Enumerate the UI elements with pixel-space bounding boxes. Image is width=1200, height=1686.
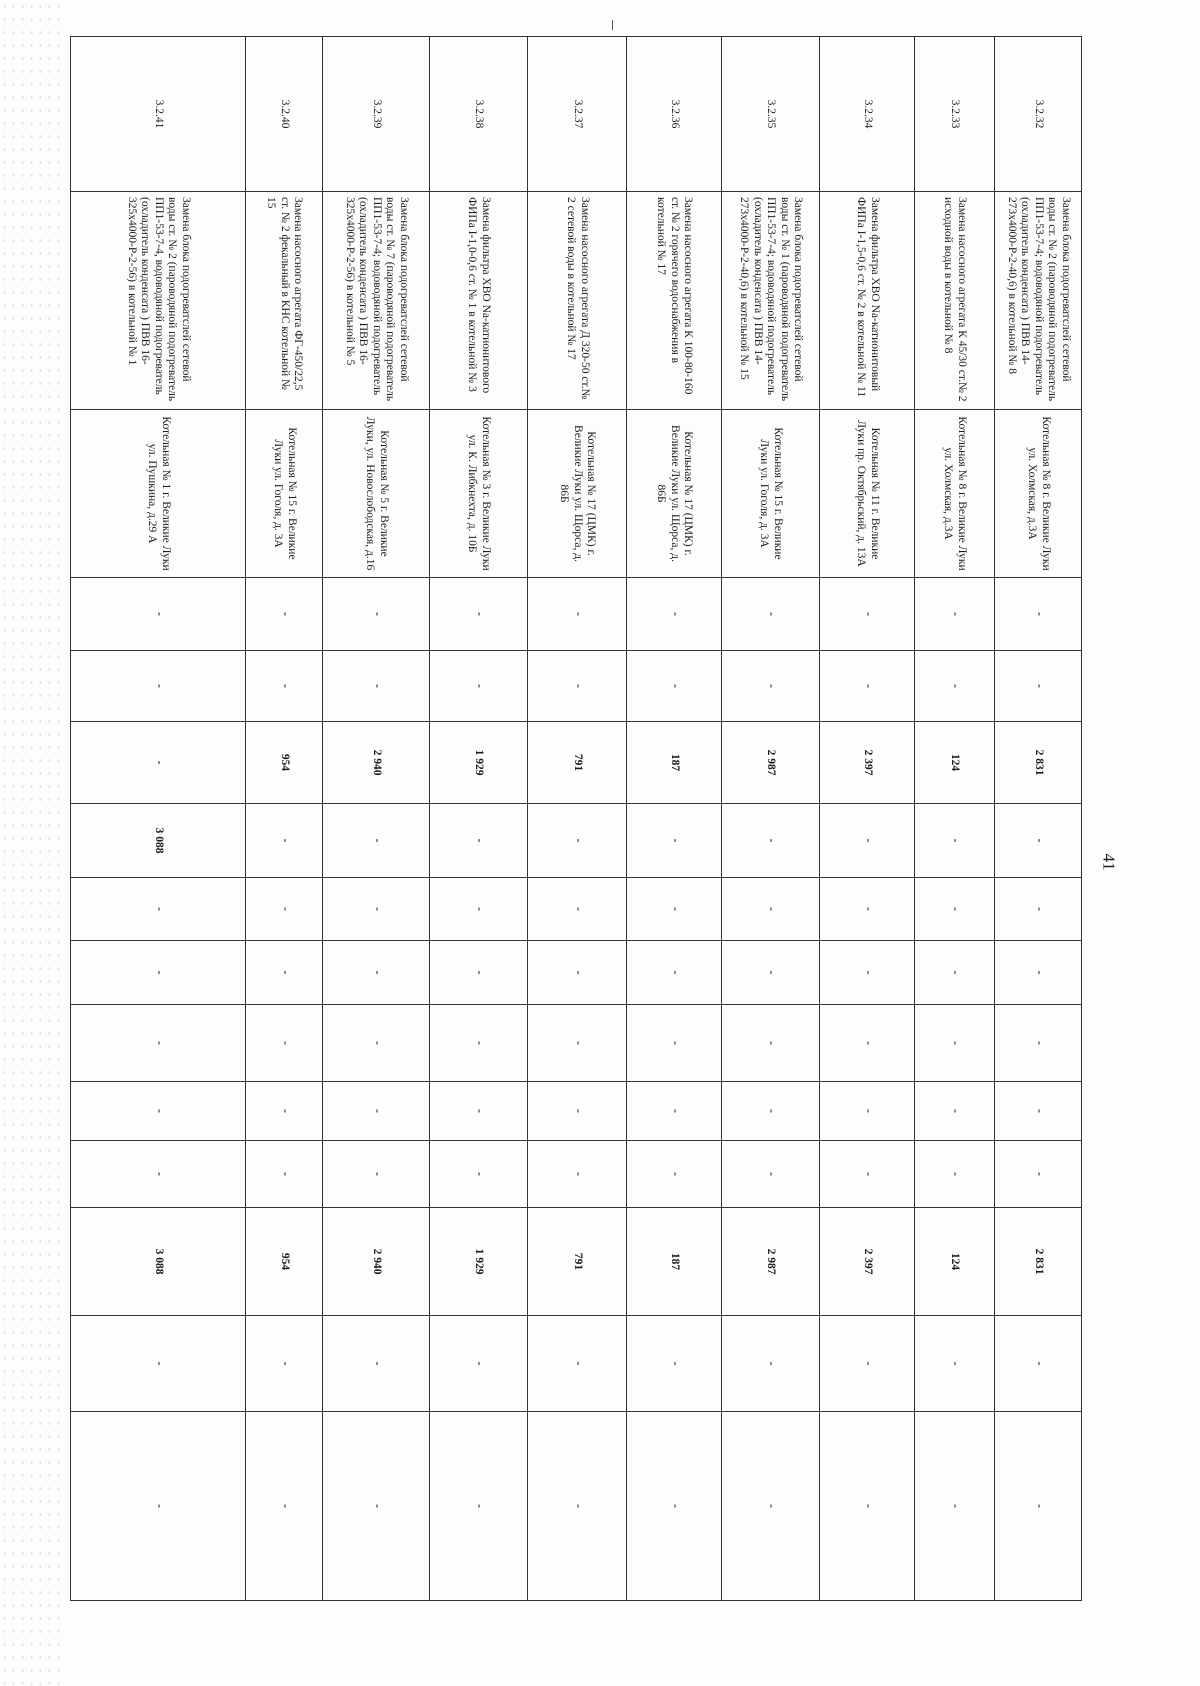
value-cell: - xyxy=(430,1412,528,1601)
value-cell: - xyxy=(246,878,323,941)
table-row xyxy=(430,37,528,1601)
value-cell: - xyxy=(722,651,820,722)
value-cell: 1 929 xyxy=(430,1208,528,1316)
value-cell: - xyxy=(71,722,246,804)
row-number: 3.2.39 xyxy=(323,37,430,192)
facility-address: Котельная № 15 г. Великие Луки ул. Гоголя, д. 3А xyxy=(246,410,323,578)
row-number: 3.2.37 xyxy=(528,37,627,192)
value-cell: - xyxy=(430,651,528,722)
measure-description: Замена блока подогреватслей сетевой воды ст. № 2 (пароводяной подогреватель ПП1-53-7-4, водоводяной подогреватель (охладитель конденсата ) ПВВ 16-325х4000-Р-2-56) в котельной № 1 xyxy=(71,192,246,410)
value-cell: - xyxy=(528,878,627,941)
value-cell: - xyxy=(246,1316,323,1412)
value-cell: - xyxy=(323,578,430,651)
value-cell: - xyxy=(722,1141,820,1208)
value-cell: 954 xyxy=(246,722,323,804)
value-cell: - xyxy=(323,1005,430,1082)
value-cell: - xyxy=(995,804,1082,878)
table-row xyxy=(820,37,915,1601)
facility-address: Котельная № 11 г. Великие Луки пр. Октябрьский, д. 13А xyxy=(820,410,915,578)
measure-description: Замена насосного агрегата К 100-80-160 ст. № 2 горячего водоснабжения в котельной № 17 xyxy=(627,192,722,410)
value-cell: - xyxy=(430,804,528,878)
measure-description: Замена насосного агрегата Д 320-50 ст.№ 2 сетевой воды в котельной № 17 xyxy=(528,192,627,410)
value-cell: - xyxy=(820,1141,915,1208)
value-cell: - xyxy=(627,1141,722,1208)
table-row xyxy=(246,37,323,1601)
value-cell: - xyxy=(915,1412,995,1601)
value-cell: - xyxy=(430,1082,528,1141)
value-cell: - xyxy=(528,1316,627,1412)
value-cell: - xyxy=(430,1316,528,1412)
value-cell: 2 940 xyxy=(323,1208,430,1316)
value-cell: - xyxy=(820,941,915,1005)
value-cell: - xyxy=(246,578,323,651)
measure-description: Замена насосного агрегата ФГ-450/22,5 ст. № 2 фекальный в КНС котельной № 15 xyxy=(246,192,323,410)
value-cell: - xyxy=(246,804,323,878)
table-row xyxy=(528,37,627,1601)
table-row xyxy=(915,37,995,1601)
facility-address: Котельная № 8 г. Великие Луки ул. Холмская, д.3А xyxy=(915,410,995,578)
value-cell: 124 xyxy=(915,722,995,804)
value-cell: - xyxy=(915,1005,995,1082)
row-number: 3.2.36 xyxy=(627,37,722,192)
value-cell: - xyxy=(820,804,915,878)
value-cell: - xyxy=(528,941,627,1005)
row-number: 3.2.38 xyxy=(430,37,528,192)
value-cell: - xyxy=(627,1412,722,1601)
value-cell: - xyxy=(627,941,722,1005)
value-cell: - xyxy=(528,804,627,878)
value-cell: - xyxy=(323,1412,430,1601)
value-cell: - xyxy=(995,941,1082,1005)
measure-description: Замена блока подогреватслей сетевой воды ст. № 7 (пароводяной подогреватель ПП1-53-7-4; водоводяной подогреватель (охладитель конденсата ) ПВВ 16- 325х4000-Р-2-56) в котельной № 5 xyxy=(323,192,430,410)
value-cell: 2 397 xyxy=(820,722,915,804)
value-cell: - xyxy=(820,1082,915,1141)
measure-description: Замена фильтра ХВО Na-катионитовый ФИПа I-1,5-0,6 ст. № 2 в котельной № 11 xyxy=(820,192,915,410)
facility-address: Котельная № 15 г. Великие Луки ул. Гоголя, д. 3А xyxy=(722,410,820,578)
scan-speckle xyxy=(0,0,60,1686)
page-number: 41 xyxy=(1099,853,1119,871)
value-cell: - xyxy=(915,1141,995,1208)
value-cell: - xyxy=(528,1082,627,1141)
table-row xyxy=(995,37,1082,1601)
facility-address: Котельная № 17 (ЦМК) г. Великие Луки ул. Щорса, д. 86Б xyxy=(627,410,722,578)
facility-address: Котельная № 1 г. Великие Луки ул. Пушкина, д.29 А xyxy=(71,410,246,578)
value-cell: - xyxy=(528,1141,627,1208)
value-cell: - xyxy=(246,651,323,722)
value-cell: 187 xyxy=(627,722,722,804)
value-cell: - xyxy=(71,1082,246,1141)
value-cell: - xyxy=(627,578,722,651)
row-number: 3.2.41 xyxy=(71,37,246,192)
value-cell: - xyxy=(246,1412,323,1601)
value-cell: 187 xyxy=(627,1208,722,1316)
value-cell: - xyxy=(627,1082,722,1141)
facility-address: Котельная № 17 (ЦМК) г. Великие Луки ул. Щорса, д. 86Б xyxy=(528,410,627,578)
value-cell: - xyxy=(71,1141,246,1208)
value-cell: - xyxy=(995,1005,1082,1082)
table-row xyxy=(722,37,820,1601)
value-cell: - xyxy=(528,578,627,651)
value-cell: 3 088 xyxy=(71,804,246,878)
scan-mark xyxy=(612,20,613,30)
value-cell: - xyxy=(722,941,820,1005)
value-cell: - xyxy=(722,1082,820,1141)
facility-address: Котельная № 5 г. Великие Луки, ул. Новослободская, д.16 xyxy=(323,410,430,578)
value-cell: - xyxy=(915,804,995,878)
value-cell: - xyxy=(915,578,995,651)
row-number: 3.2.33 xyxy=(915,37,995,192)
value-cell: - xyxy=(430,878,528,941)
value-cell: 2 831 xyxy=(995,1208,1082,1316)
value-cell: - xyxy=(722,804,820,878)
value-cell: - xyxy=(528,651,627,722)
value-cell: - xyxy=(71,578,246,651)
value-cell: - xyxy=(820,1316,915,1412)
table-row xyxy=(323,37,430,1601)
measure-description: Замена насосного агрегата К 45/30 ст.№ 2 исходной воды в котельной № 8 xyxy=(915,192,995,410)
value-cell: - xyxy=(323,941,430,1005)
value-cell: - xyxy=(995,1141,1082,1208)
facility-address: Котельная № 8 г. Великие Луки ул. Холмская, д.3А xyxy=(995,410,1082,578)
value-cell: - xyxy=(820,878,915,941)
value-cell: - xyxy=(71,651,246,722)
value-cell: - xyxy=(722,1412,820,1601)
value-cell: - xyxy=(820,651,915,722)
value-cell: - xyxy=(246,1141,323,1208)
value-cell: 2 940 xyxy=(323,722,430,804)
value-cell: 791 xyxy=(528,1208,627,1316)
value-cell: - xyxy=(71,1412,246,1601)
value-cell: - xyxy=(430,1141,528,1208)
measure-description: Замена блока подогреватслей сетевой воды ст. № 1 (пароводяной подогреватель ПП1-53-7-4; водоводяной подогреватель (охладитель конденсата ) ПВВ 14- 273х4000-Р-2-40,6) в котельной № 15 xyxy=(722,192,820,410)
value-cell: - xyxy=(71,941,246,1005)
facility-address: Котельная № 3 г. Великие Луки ул. К. Либкнехта, д. 10Б xyxy=(430,410,528,578)
value-cell: - xyxy=(915,651,995,722)
table-row xyxy=(71,37,246,1601)
value-cell: - xyxy=(995,1412,1082,1601)
value-cell: - xyxy=(915,1316,995,1412)
value-cell: - xyxy=(915,1082,995,1141)
value-cell: 3 088 xyxy=(71,1208,246,1316)
value-cell: - xyxy=(323,804,430,878)
value-cell: - xyxy=(627,878,722,941)
value-cell: 791 xyxy=(528,722,627,804)
value-cell: - xyxy=(627,1005,722,1082)
rotated-table-container xyxy=(71,36,1082,1600)
value-cell: - xyxy=(722,878,820,941)
value-cell: 2 987 xyxy=(722,722,820,804)
value-cell: - xyxy=(820,1005,915,1082)
value-cell: - xyxy=(71,878,246,941)
value-cell: - xyxy=(820,1412,915,1601)
value-cell: - xyxy=(915,878,995,941)
value-cell: - xyxy=(323,1141,430,1208)
value-cell: - xyxy=(995,1316,1082,1412)
value-cell: - xyxy=(722,1316,820,1412)
value-cell: - xyxy=(71,1316,246,1412)
value-cell: - xyxy=(820,578,915,651)
value-cell: 1 929 xyxy=(430,722,528,804)
row-number: 3.2.35 xyxy=(722,37,820,192)
measure-description: Замена фильтра ХВО Na-катионитового ФИПа I-1,0-0,6 ст. № 1 в котельной № 3 xyxy=(430,192,528,410)
row-number: 3.2.32 xyxy=(995,37,1082,192)
value-cell: - xyxy=(722,1005,820,1082)
value-cell: - xyxy=(246,1005,323,1082)
table-row xyxy=(627,37,722,1601)
value-cell: - xyxy=(995,651,1082,722)
value-cell: - xyxy=(71,1005,246,1082)
value-cell: - xyxy=(995,1082,1082,1141)
row-number: 3.2.40 xyxy=(246,37,323,192)
investment-table xyxy=(70,36,1082,1601)
value-cell: - xyxy=(915,941,995,1005)
value-cell: - xyxy=(323,651,430,722)
value-cell: - xyxy=(430,1005,528,1082)
value-cell: - xyxy=(627,1316,722,1412)
value-cell: - xyxy=(995,578,1082,651)
value-cell: - xyxy=(722,578,820,651)
value-cell: - xyxy=(246,1082,323,1141)
value-cell: - xyxy=(528,1005,627,1082)
value-cell: - xyxy=(430,941,528,1005)
value-cell: 954 xyxy=(246,1208,323,1316)
row-number: 3.2.34 xyxy=(820,37,915,192)
measure-description: Замена блока подогреватслей сетевой воды ст. № 2 (пароводяной подогреватель ПП1-53-7-4; водоводяной подогреватель (охладитель конденсата ) ПВВ 14- 273х4000-Р-2-40,6) в котельной № 8 xyxy=(995,192,1082,410)
value-cell: 124 xyxy=(915,1208,995,1316)
value-cell: - xyxy=(528,1412,627,1601)
value-cell: - xyxy=(627,804,722,878)
value-cell: - xyxy=(430,578,528,651)
value-cell: - xyxy=(323,1316,430,1412)
value-cell: - xyxy=(995,878,1082,941)
value-cell: 2 831 xyxy=(995,722,1082,804)
value-cell: - xyxy=(627,651,722,722)
value-cell: - xyxy=(323,878,430,941)
value-cell: 2 397 xyxy=(820,1208,915,1316)
value-cell: - xyxy=(246,941,323,1005)
table-body xyxy=(71,37,1082,1601)
value-cell: 2 987 xyxy=(722,1208,820,1316)
value-cell: - xyxy=(323,1082,430,1141)
